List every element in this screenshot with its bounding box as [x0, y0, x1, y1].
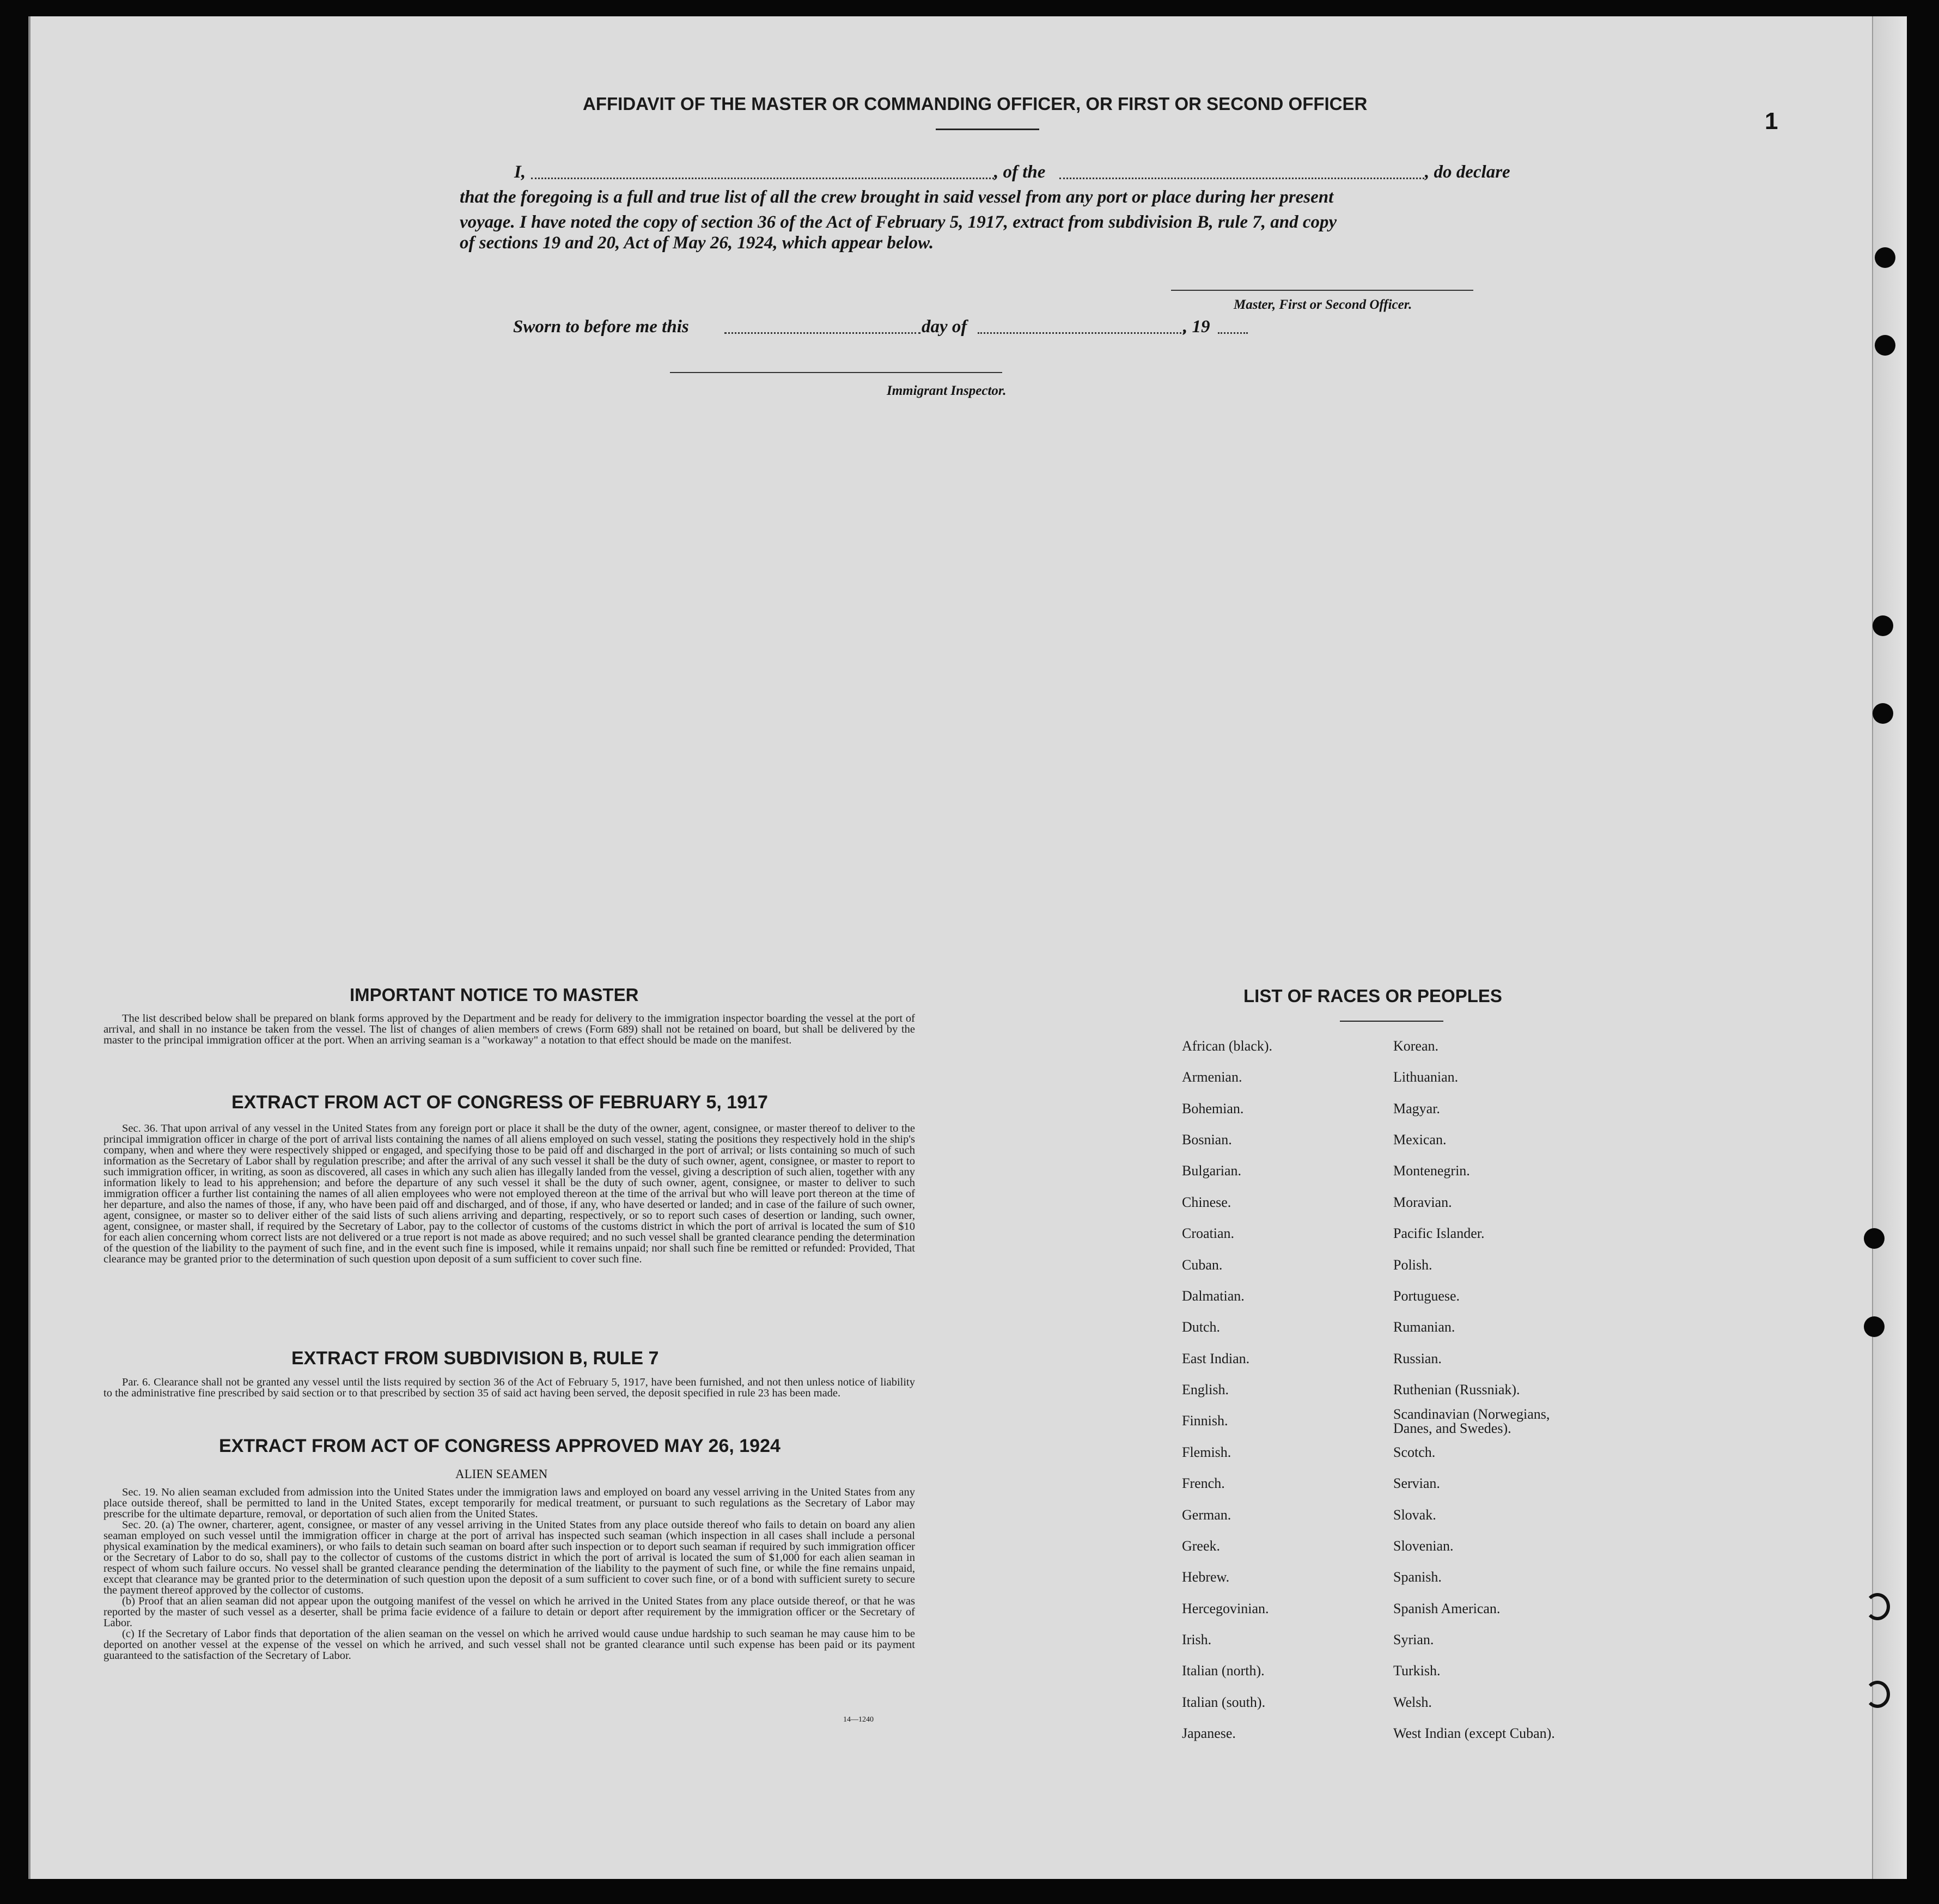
- race-item: Magyar.: [1393, 1101, 1440, 1116]
- sworn-month-line: [978, 332, 1185, 334]
- race-item: Lithuanian.: [1393, 1069, 1459, 1085]
- race-item: English.: [1182, 1382, 1229, 1398]
- affidavit-line2: that the foregoing is a full and true list of all the crew brought in said vessel from any port or place during her present: [460, 187, 1334, 207]
- affidavit-line3: voyage. I have noted the copy of section 36 of the Act of February 5, 1917, extract from subdivision B, rule 7, and copy: [460, 212, 1337, 232]
- extract-1924-text: [103, 1487, 915, 1661]
- race-item: Syrian.: [1393, 1632, 1434, 1647]
- race-item: West Indian (except Cuban).: [1393, 1725, 1555, 1741]
- race-item: Armenian.: [1182, 1069, 1242, 1085]
- race-item: Italian (north).: [1182, 1663, 1265, 1679]
- race-item: Moravian.: [1393, 1194, 1452, 1210]
- day-of-label: day of: [922, 317, 967, 337]
- race-item: Scotch.: [1393, 1444, 1436, 1460]
- race-item: Scandinavian (Norwegians, Danes, and Swedes).: [1393, 1406, 1550, 1436]
- title-underline: [936, 129, 1039, 130]
- affidavit-declare: , do declare: [1425, 162, 1510, 182]
- race-item: Spanish.: [1393, 1569, 1442, 1585]
- binder-hole: [1864, 1228, 1885, 1249]
- sec19-text: Sec. 19. No alien seaman excluded from admission into the United States under the immigration laws and employed on board any vessel arriving in the United States from any place outside thereof, shall be permitted to land in the United States, except temporarily for medical treatment, or pursuant to such regulations as the Secretary of Labor may prescribe for the ultimate departure, removal, or deportation of such alien from the United States.: [103, 1486, 915, 1520]
- extract-1924-title: EXTRACT FROM ACT OF CONGRESS APPROVED MAY 26, 1924: [219, 1436, 781, 1456]
- sec20b-text: (b) Proof that an alien seaman did not appear upon the outgoing manifest of the vessel on which he arrived in the United States from any place outside thereof, or that he was reported by the master of such vessel as a deserter, shall be prima facie evidence of a failure to detain or deport after requirement by the immigration officer or the Secretary of Labor.: [103, 1595, 915, 1629]
- master-signature-label: Master, First or Second Officer.: [1234, 297, 1412, 312]
- race-item: Croatian.: [1182, 1225, 1235, 1241]
- race-item: Greek.: [1182, 1538, 1221, 1554]
- race-item: French.: [1182, 1475, 1225, 1491]
- inspector-label: Immigrant Inspector.: [887, 383, 1007, 398]
- race-item: Hebrew.: [1182, 1569, 1230, 1585]
- race-item: Dalmatian.: [1182, 1288, 1245, 1304]
- name-blank-line: [531, 178, 994, 179]
- binder-hole: [1875, 335, 1895, 356]
- race-item: Dutch.: [1182, 1319, 1221, 1335]
- race-item: Rumanian.: [1393, 1319, 1455, 1335]
- race-item: Slovak.: [1393, 1507, 1436, 1523]
- rule7-title: EXTRACT FROM SUBDIVISION B, RULE 7: [291, 1348, 659, 1369]
- affidavit-line4: of sections 19 and 20, Act of May 26, 1924, which appear below.: [460, 233, 934, 253]
- race-item: Chinese.: [1182, 1194, 1231, 1210]
- master-signature-line: [1171, 290, 1473, 291]
- sworn-label: Sworn to before me this: [513, 317, 689, 337]
- binder-hole: [1864, 1316, 1885, 1337]
- race-item: Slovenian.: [1393, 1538, 1454, 1554]
- sec20a-text: Sec. 20. (a) The owner, charterer, agent, consignee, or master of any vessel arriving in the United States from any place outside thereof who fails to detain on board any alien seaman employed on such vessel until the immigration officer in charge at the port of arrival has inspected such seaman (which inspection in all cases shall include a personal physical examination by the medical examiners), or who fails to detain such seaman on board after such inspection or to deport such seaman if required by such immigration officer or the Secretary of Labor to do so, shall pay to the collector of customs of the customs district in which the port of arrival is located the sum of $1,000 for each alien seaman in respect of whom such failure occurs. No vessel shall be granted clearance pending the determination of the liability to the payment of such fine, or while the fine remains unpaid, except that clearance may be granted prior to the determination of such question upon the deposit of a sum sufficient to cover such fine, or of a bond with sufficient surety to secure the payment thereof approved by the collector of customs.: [103, 1519, 915, 1596]
- alien-seamen-subtitle: ALIEN SEAMEN: [455, 1467, 548, 1481]
- race-item: African (black).: [1182, 1038, 1273, 1054]
- race-item: German.: [1182, 1507, 1231, 1523]
- binder-hole: [1873, 615, 1893, 636]
- notice-title: IMPORTANT NOTICE TO MASTER: [350, 985, 639, 1005]
- vessel-blank-line: [1059, 178, 1424, 179]
- extract-1917-text: Sec. 36. That upon arrival of any vessel in the United States from any foreign port or place it shall be the duty of the owner, agent, consignee, or master thereof to deliver to the principal immigration officer in charge of the port of arrival lists containing the names of all aliens employed on such vessel, stating the positions they respectively hold in the ship's company, when and where they were respectively shipped or engaged, and specifying those to be paid off and discharged in the port of arrival; or lists containing so much of such information as the Secretary of Labor shall by regulation prescribe; and after the arrival of any such vessel it shall be the duty of such owner, agent, consignee, or master to report to such immigration officer, in writing, as soon as discovered, all cases in which any such alien has illegally landed from the vessel, giving a description of such alien, together with any information likely to lead to his apprehension; and before the departure of any such vessel it shall be the duty of such owner, agent, consignee, or master to deliver to such immigration officer a further list containing the names of all alien employees who were not employed thereon at the time of the arrival but who will leave port thereon at the time of her departure, and also the names of those, if any, who have been paid off and discharged, and of those, if any, who have deserted or landed; and in case of the failure of such owner, agent, consignee, or master so to deliver either of the said lists of such aliens arriving and departing, respectively, or so to report such cases of desertion or landing, such owner, agent, consignee, or master shall, if required by the Secretary of Labor, pay to the collector of customs of the customs district in which the port of arrival is located the sum of $10 for each alien concerning whom correct lists are not delivered or a true report is not made as above required; and no such vessel shall be granted clearance pending the determination of the question of the liability to the payment of such fine, and in the event such fine is imposed, while it remains unpaid; nor shall such fine be remitted or refunded: Provided, That clearance may be granted prior to the determination of such question upon deposit of a sum sufficient to cover such fine.: [103, 1122, 915, 1265]
- year-label: , 19: [1183, 317, 1210, 337]
- race-item: East Indian.: [1182, 1351, 1250, 1366]
- binder-hole: [1873, 703, 1893, 724]
- race-item: Hercegovinian.: [1182, 1601, 1269, 1616]
- race-item: Bulgarian.: [1182, 1163, 1242, 1179]
- extract-1917-title: EXTRACT FROM ACT OF CONGRESS OF FEBRUARY 5, 1917: [231, 1092, 768, 1113]
- binder-hole: [1875, 247, 1895, 268]
- race-item: Bohemian.: [1182, 1101, 1244, 1116]
- race-item: Pacific Islander.: [1393, 1225, 1485, 1241]
- races-title: LIST OF RACES OR PEOPLES: [1243, 986, 1502, 1006]
- race-item: Japanese.: [1182, 1725, 1236, 1741]
- race-item: Welsh.: [1393, 1694, 1432, 1710]
- race-item: Irish.: [1182, 1632, 1212, 1647]
- sec20c-text: (c) If the Secretary of Labor finds that deportation of the alien seaman on the vessel on which he arrived would cause undue hardship to such seaman he may cause him to be deported on another vessel at the expense of the vessel on which he arrived, and such vessel shall not be granted clearance until such expense has been paid or its payment guaranteed to the satisfaction of the Secretary of Labor.: [103, 1628, 915, 1662]
- race-item: Italian (south).: [1182, 1694, 1266, 1710]
- notice-text: The list described below shall be prepared on blank forms approved by the Department and be ready for delivery to the immigration inspector boarding the vessel at the port of arrival, and shall in no instance be taken from the vessel. The list of changes of alien members of crews (Form 689) shall not be retained on board, but shall be delivered by the master to the principal immigration officer at the port. When an arriving seaman is a "workaway" a notation to that effect should be made on the manifest.: [103, 1012, 915, 1046]
- race-item: Finnish.: [1182, 1413, 1228, 1429]
- affidavit-i: I,: [514, 162, 526, 182]
- race-item: Turkish.: [1393, 1663, 1441, 1679]
- form-number: 14—1240: [843, 1716, 874, 1724]
- sworn-day-line: [724, 332, 920, 334]
- race-item: Montenegrin.: [1393, 1163, 1470, 1179]
- affidavit-title: AFFIDAVIT OF THE MASTER OR COMMANDING OFFICER, OR FIRST OR SECOND OFFICER: [583, 94, 1368, 114]
- race-item: Servian.: [1393, 1475, 1440, 1491]
- race-item: Polish.: [1393, 1257, 1432, 1273]
- rule7-text: Par. 6. Clearance shall not be granted any vessel until the lists required by section 36 of the Act of February 5, 1917, have been furnished, and not then unless notice of liability to the administrative fine prescribed by said section or to that prescribed by section 35 of said act having been served, the deposit specified in rule 23 has been made.: [103, 1376, 915, 1399]
- affidavit-of-the: , of the: [994, 162, 1046, 182]
- race-item: Flemish.: [1182, 1444, 1231, 1460]
- page-number: 1: [1765, 108, 1778, 135]
- race-item: Mexican.: [1393, 1132, 1447, 1148]
- binder-hole: [1865, 1681, 1890, 1708]
- race-item: Portuguese.: [1393, 1288, 1460, 1304]
- race-item: Cuban.: [1182, 1257, 1223, 1273]
- race-item: Spanish American.: [1393, 1601, 1501, 1616]
- races-title-underline: [1340, 1021, 1443, 1022]
- binder-hole: [1865, 1593, 1890, 1620]
- race-item: Russian.: [1393, 1351, 1442, 1366]
- race-item: Ruthenian (Russniak).: [1393, 1382, 1520, 1398]
- year-blank-line: [1218, 332, 1248, 334]
- inspector-signature-line: [670, 372, 1002, 373]
- race-item: Bosnian.: [1182, 1132, 1232, 1148]
- race-item: Korean.: [1393, 1038, 1439, 1054]
